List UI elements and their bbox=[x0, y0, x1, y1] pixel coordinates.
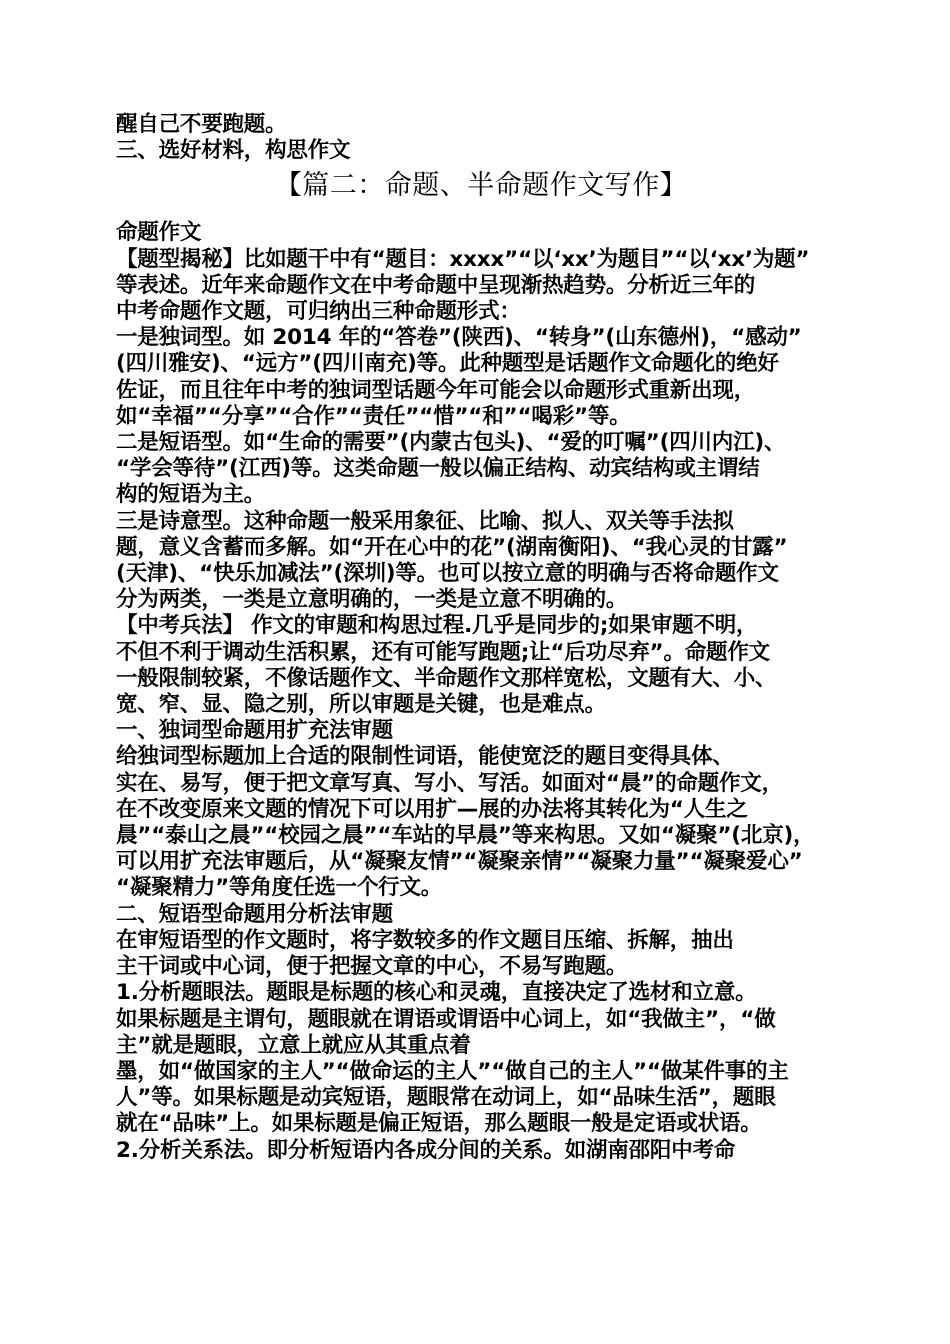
text-line: 墨，如“做国家的主人”“做命运的主人”“做自己的主人”“做某件事的主 bbox=[116, 1058, 789, 1084]
text-line: 命题作文 bbox=[116, 220, 202, 246]
text-line: 实在、易写，便于把文章写真、写小、写活。如面对“晨”的命题作文， bbox=[116, 770, 783, 796]
text-line: 在审短语型的作文题时，将字数较多的作文题目压缩、拆解，抽出 bbox=[116, 927, 734, 953]
top-lines bbox=[116, 112, 846, 164]
text-line: 就在“品味”上。如果标题是偏正短语，那么题眼一般是定语或状语。 bbox=[116, 1111, 762, 1137]
text-line: (天津)、“快乐加减法”(深圳)等。也可以按立意的明确与否将命题作文 bbox=[116, 561, 779, 587]
text-line: 宽、窄、显、隐之别，所以审题是关键，也是难点。 bbox=[116, 692, 606, 718]
text-line: 一是独词型。如 2014 年的“答卷”(陕西)、“转身”(山东德州)，“感动” bbox=[116, 325, 802, 351]
text-line: 在不改变原来文题的情况下可以用扩—展的办法将其转化为“人生之 bbox=[116, 796, 748, 822]
text-line: 醒自己不要跑题。 bbox=[116, 112, 287, 137]
text-line: 主”就是题眼，立意上就应从其重点着 bbox=[116, 1032, 471, 1058]
text-line: (四川雅安)、“远方”(四川南充)等。此种题型是话题作文命题化的绝好 bbox=[116, 351, 779, 377]
text-line: 【中考兵法】 作文的审题和构思过程.几乎是同步的;如果审题不明， bbox=[116, 613, 758, 639]
text-line: 一般限制较紧，不像话题作文、半命题作文那样宽松，文题有大、小、 bbox=[116, 665, 777, 691]
body-lines bbox=[116, 220, 846, 1163]
text-line: 不但不利于调动生活积累，还有可能写跑题;让“后功尽弃”。命题作文 bbox=[116, 639, 770, 665]
text-line: 如果标题是主谓句，题眼就在谓语或谓语中心词上，如“我做主”，“做 bbox=[116, 1006, 776, 1032]
text-line: 分为两类，一类是立意明确的，一类是立意不明确的。 bbox=[116, 587, 628, 613]
text-line: “凝聚精力”等角度任选一个行文。 bbox=[116, 875, 443, 901]
text-line: 1.分析题眼法。题眼是标题的核心和灵魂，直接决定了选材和立意。 bbox=[116, 980, 757, 1006]
text-line: 中考命题作文题，可归纳出三种命题形式： bbox=[116, 299, 521, 325]
section-heading: 【篇二：命题、半命题作文写作】 bbox=[274, 170, 688, 202]
text-line: 题，意义含蓄而多解。如“开在心中的花”(湖南衡阳)、“我心灵的甘露” bbox=[116, 534, 788, 560]
text-line: 如“幸福”“分享”“合作”“责任”“惜”“和”“喝彩”等。 bbox=[116, 403, 631, 429]
text-line: 佐证，而且往年中考的独词型话题今年可能会以命题形式重新出现， bbox=[116, 377, 756, 403]
document-text-block bbox=[116, 112, 846, 1164]
text-line: “学会等待”(江西)等。这类命题一般以偏正结构、动宾结构或主谓结 bbox=[116, 456, 760, 482]
text-line: 可以用扩充法审题后，从“凝聚友情”“凝聚亲情”“凝聚力量”“凝聚爱心” bbox=[116, 849, 803, 875]
text-line: 构的短语为主。 bbox=[116, 482, 266, 508]
text-line: 二、短语型命题用分析法审题 bbox=[116, 901, 393, 927]
text-line: 人”等。如果标题是动宾短语，题眼常在动词上，如“品味生活”，题眼 bbox=[116, 1085, 776, 1111]
text-line: 给独词型标题加上合适的限制性词语，能使宽泛的题目变得具体、 bbox=[116, 744, 734, 770]
text-line: 等表述。近年来命题作文在中考命题中呈现渐热趋势。分析近三年的 bbox=[116, 272, 756, 298]
text-line: 晨”“泰山之晨”“校园之晨”“车站的早晨”等来构思。又如“凝聚”(北京)， bbox=[116, 823, 815, 849]
text-line: 2.分析关系法。即分析短语内各成分间的关系。如湖南邵阳中考命 bbox=[116, 1137, 736, 1163]
text-line: 【题型揭秘】比如题干中有“题目：xxxx”“以‘xx’为题目”“以‘xx’为题” bbox=[116, 246, 810, 272]
text-line: 一、独词型命题用扩充法审题 bbox=[116, 718, 393, 744]
text-line: 三是诗意型。这种命题一般采用象征、比喻、拟人、双关等手法拟 bbox=[116, 508, 734, 534]
text-line: 三、选好材料，构思作文 bbox=[116, 138, 351, 164]
text-line: 主干词或中心词，便于把握文章的中心，不易写跑题。 bbox=[116, 954, 628, 980]
text-line: 二是短语型。如“生命的需要”(内蒙古包头)、“爱的叮嘱”(四川内江)、 bbox=[116, 430, 786, 456]
